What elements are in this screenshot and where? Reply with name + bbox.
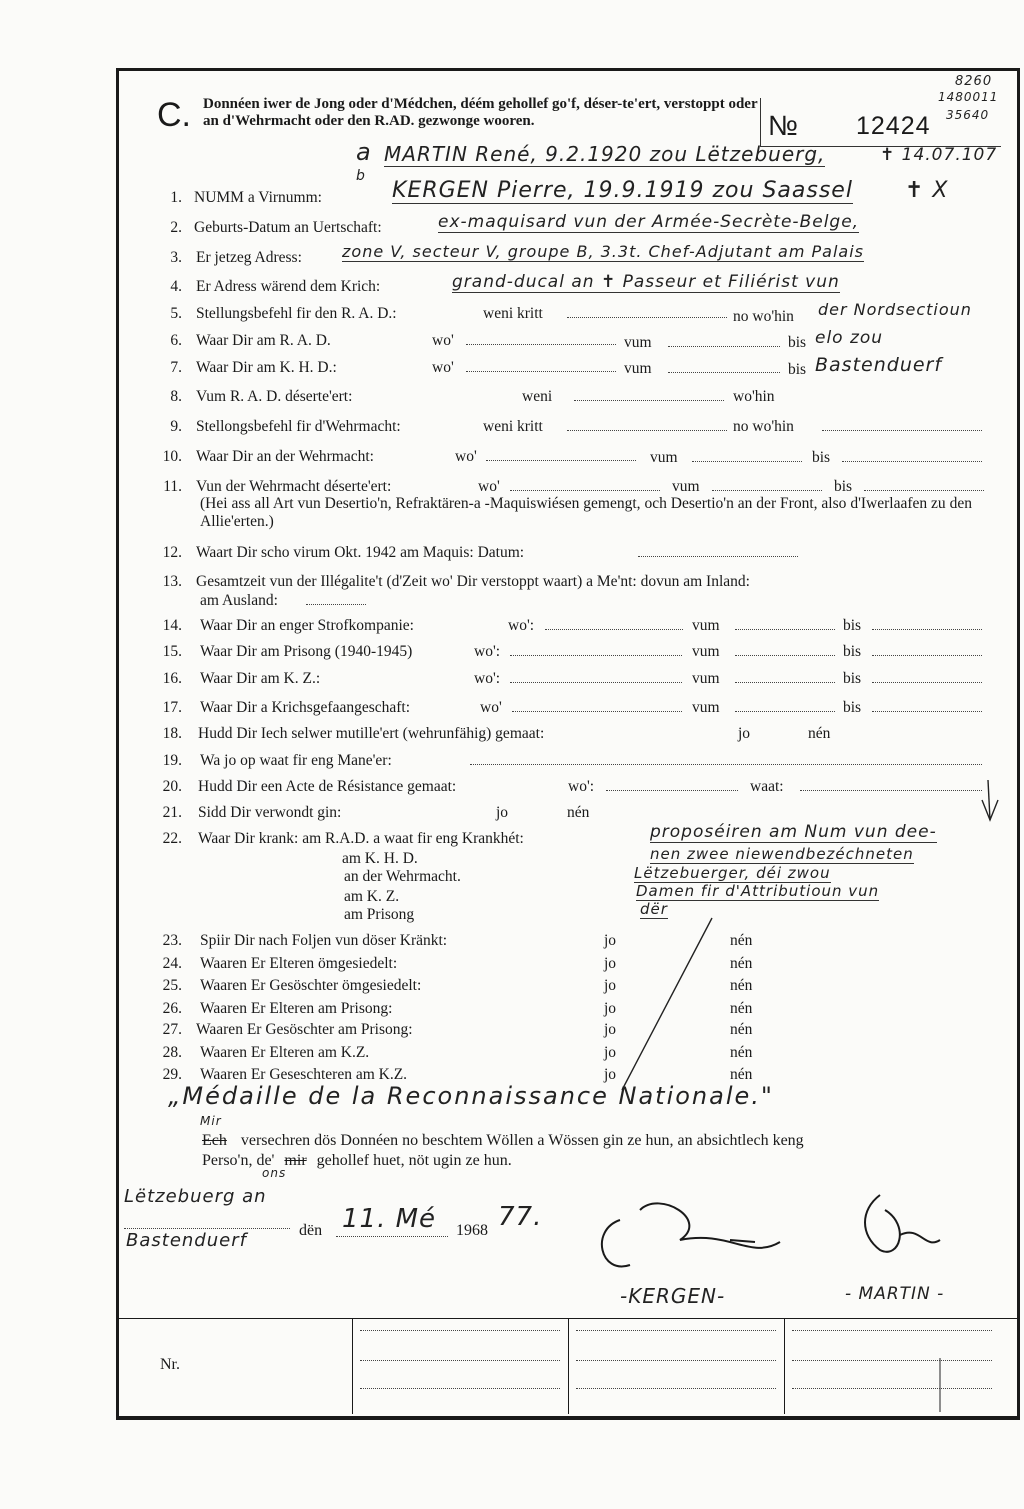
wo-10: wo' (455, 448, 477, 465)
jo-26: jo (604, 1000, 617, 1017)
declaration-line-2 (202, 1152, 512, 1170)
row-number: 29. (162, 1066, 182, 1083)
field-label-23: Spiir Dir nach Foljen vun döser Kränkt: (200, 932, 448, 949)
nen-27: nén (730, 1021, 753, 1038)
row-number: 27. (162, 1021, 182, 1038)
section-letter: C. (157, 96, 191, 134)
vum-11: vum (672, 478, 700, 495)
field-label-11: Vun der Wehrmacht déserte'ert: (196, 478, 392, 495)
field-label-22c: am K. Z. (344, 888, 400, 905)
field-label-13: Gesamtzeit vun der Illégalite't (d'Zeit wo' Dir verstoppt waart) a Me'nt: dovun am Inland: (196, 573, 750, 590)
q22-line-5: dër (640, 900, 668, 918)
row-number: 12. (162, 544, 182, 561)
vum-10: vum (650, 449, 678, 466)
vum-17: vum (692, 699, 720, 716)
field-label-16: Waar Dir am K. Z.: (200, 670, 321, 687)
field-label-22a: am K. H. D. (342, 850, 418, 867)
field-label-5: Stellungsbefehl fir den R. A. D.: (196, 305, 397, 322)
nen-25: nén (730, 977, 753, 994)
signature-marks (580, 1180, 1000, 1300)
medal-text: „Médaille de la Reconnaissance Nationale." (168, 1082, 774, 1110)
mir-struck: mir (284, 1152, 307, 1169)
field-label-24: Waaren Er Elteren ömgesiedelt: (200, 955, 398, 972)
bis-17: bis (843, 699, 862, 716)
date-day: 11. Mé (342, 1204, 437, 1234)
declaration-text-2a: Perso'n, de' (202, 1152, 275, 1169)
line-a-name: MARTIN René, 9.2.1920 zou Lëtzebuerg, (384, 142, 826, 166)
q22-line-3: Lëtzebuerger, déi zwou (634, 864, 831, 882)
jo-27: jo (604, 1021, 617, 1038)
row-number: 2. (170, 219, 182, 236)
row-number: 19. (162, 752, 182, 769)
row-number: 1. (170, 189, 182, 206)
field-label-9: Stellongsbefehl fir d'Wehrmacht: (196, 418, 401, 435)
den-label: dën (299, 1222, 323, 1239)
wo-11: wo' (478, 478, 500, 495)
field-value-2: ex-maquisard vun der Armée-Secrète-Belge, (438, 212, 860, 232)
nr-label: Nr. (160, 1356, 180, 1373)
dotted-line (792, 1360, 992, 1361)
row-number: 21. (162, 804, 182, 821)
field-label-1: NUMM a Virnumm: (194, 189, 322, 206)
wo-14: wo': (508, 617, 535, 634)
jo-24: jo (604, 955, 617, 972)
dotted-line (576, 1360, 776, 1361)
bottom-divider (116, 1318, 1017, 1319)
row-number: 20. (162, 778, 182, 795)
field-value-4: grand-ducal an ✝ Passeur et Filiérist vun (452, 272, 840, 292)
bis-11: bis (834, 478, 853, 495)
signature-name-2: - MARTIN - (845, 1284, 945, 1304)
row-number: 3. (170, 249, 182, 266)
nen-28: nén (730, 1044, 753, 1061)
field-label-22: Waar Dir krank: am R.A.D. a waat fir eng Krankhét: (198, 830, 524, 847)
field-label-6: Waar Dir am R. A. D. (196, 332, 331, 349)
row-number: 22. (162, 830, 182, 847)
field-label-22b: an der Wehrmacht. (344, 868, 461, 885)
field-label-18: Hudd Dir Iech selwer mutille'ert (wehrunfähig) gemaat: (198, 725, 545, 742)
q22-line-2: nen zwee niewendbezéchneten (650, 845, 914, 863)
row-number: 18. (162, 725, 182, 742)
dotted-line (360, 1330, 560, 1331)
field-value-5: der Nordsectioun (818, 300, 972, 319)
q22-line-1: proposéiren am Num vun dee- (650, 822, 937, 842)
row-number: 9. (170, 418, 182, 435)
field-value-7: Bastenduerf (815, 354, 943, 376)
field-label-28: Waaren Er Elteren am K.Z. (200, 1044, 370, 1061)
declaration-text-2b: gehollef huet, nöt ugin ze hun. (316, 1152, 512, 1169)
field-label-14: Waar Dir an enger Strofkompanie: (200, 617, 414, 634)
row-number: 16. (162, 670, 182, 687)
diagonal-strike (622, 918, 712, 1090)
year-suffix: 77. (498, 1202, 543, 1232)
field-note-11: (Hei ass all Art vun Desertio'n, Refraktären-a -Maquiswiésen gemengt, och Desertio'n an der Front, also d'Iwerlaafen zu den Allie'erten.) (200, 495, 972, 530)
wohin-8: wo'hin (733, 388, 775, 405)
field-label-19: Wa jo op waat fir eng Mane'er: (200, 752, 392, 769)
declaration-text-1: versechren dös Donnéen no beschtem Wöllen a Wössen gin ze hun, an absichtlech keng (240, 1132, 804, 1149)
dotted-line (792, 1330, 992, 1331)
dotted-line (360, 1388, 560, 1389)
place-line-2: Bastenduerf (126, 1230, 247, 1251)
bis-6: bis (788, 334, 807, 351)
weni-kritt-9: weni kritt (483, 418, 543, 435)
bis-15: bis (843, 643, 862, 660)
field-label-8: Vum R. A. D. déserte'ert: (196, 388, 353, 405)
wo-17: wo' (480, 699, 502, 716)
row-number: 11. (163, 478, 182, 495)
dotted-line (792, 1388, 992, 1389)
row-number: 24. (162, 955, 182, 972)
year-prefix: 1968 (456, 1222, 488, 1239)
jo-25: jo (604, 977, 617, 994)
line-b-mark: ✝ X (905, 178, 949, 203)
nen-26: nén (730, 1000, 753, 1017)
field-label-22d: am Prisong (344, 906, 415, 923)
nen-29: nén (730, 1066, 753, 1083)
line-b-name: KERGEN Pierre, 19.9.1919 zou Saassel (392, 178, 853, 203)
signature-name-1: -KERGEN- (620, 1284, 726, 1308)
no-wohin-9: no wo'hin (733, 418, 794, 435)
form-intro: Donnéen iwer de Jong oder d'Médchen, déém gehollef go'f, déser-te'ert, verstoppt oder an d'Wehrmacht oder den R.AD. gezwonge wooren. (203, 96, 758, 129)
field-label-4: Er Adress wärend dem Krich: (196, 278, 381, 295)
weni-8: weni (522, 388, 553, 405)
nr-box-divider (784, 1318, 786, 1414)
dotted-line (124, 1218, 290, 1229)
field-label-7: Waar Dir am K. H. D.: (196, 359, 337, 376)
declaration-line-1 (202, 1132, 804, 1150)
field-label-20: Hudd Dir een Acte de Résistance gemaat: (198, 778, 457, 795)
row-number: 25. (162, 977, 182, 994)
bis-14: bis (843, 617, 862, 634)
field-label-12: Waart Dir scho virum Okt. 1942 am Maquis: Datum: (196, 544, 525, 561)
vum-7: vum (624, 360, 652, 377)
annotation-1: 8260 (955, 74, 993, 89)
jo-21: jo (496, 804, 509, 821)
wo-6: wo' (432, 332, 454, 349)
row-number: 14. (162, 617, 182, 634)
vum-6: vum (624, 334, 652, 351)
field-label-29: Waaren Er Geseschteren am K.Z. (200, 1066, 408, 1083)
row-number: 17. (162, 699, 182, 716)
wo-15: wo': (474, 643, 501, 660)
waat-20: waat: (750, 778, 784, 795)
nen-24: nén (730, 955, 753, 972)
signature-martin (865, 1195, 940, 1252)
vum-14: vum (692, 617, 720, 634)
form-number: 12424 (856, 112, 931, 140)
weni-kritt-5: weni kritt (483, 305, 543, 322)
no-wohin-5: no wo'hin (733, 308, 794, 325)
wo-16: wo': (474, 670, 501, 687)
dotted-line (576, 1330, 776, 1331)
row-number: 10. (162, 448, 182, 465)
field-label-15: Waar Dir am Prisong (1940-1945) (200, 643, 413, 660)
jo-18: jo (738, 725, 751, 742)
field-label-21: Sidd Dir verwondt gin: (198, 804, 342, 821)
field-label-3: Er jetzeg Adress: (196, 249, 302, 266)
dotted-line (576, 1388, 776, 1389)
bis-10: bis (812, 449, 831, 466)
bis-16: bis (843, 670, 862, 687)
vum-15: vum (692, 643, 720, 660)
field-value-3: zone V, secteur V, groupe B, 3.3t. Chef-Adjutant am Palais (342, 242, 865, 261)
nen-18: nén (808, 725, 831, 742)
field-label-26: Waaren Er Elteren am Prisong: (200, 1000, 393, 1017)
vum-16: vum (692, 670, 720, 687)
row-number: 28. (162, 1044, 182, 1061)
dotted-line (360, 1360, 560, 1361)
jo-29: jo (604, 1066, 617, 1083)
field-label-17: Waar Dir a Krichsgefaangeschaft: (200, 699, 411, 716)
annotation-2: 1480011 (938, 90, 999, 104)
jo-23: jo (604, 932, 617, 949)
row-number: 6. (170, 332, 182, 349)
row-number: 8. (170, 388, 182, 405)
row-number: 4. (170, 278, 182, 295)
nen-21: nén (567, 804, 590, 821)
mir-correction: Mir (200, 1114, 222, 1128)
field-label-2: Geburts-Datum an Uertschaft: (194, 219, 382, 236)
nr-box-divider (352, 1318, 354, 1414)
field-label-10: Waar Dir an der Wehrmacht: (196, 448, 374, 465)
line-b-prefix: b (356, 168, 366, 184)
field-label-27: Waaren Er Gesöschter am Prisong: (196, 1021, 413, 1038)
row-number: 26. (162, 1000, 182, 1017)
q22-line-4: Damen fir d'Attributioun vun (636, 882, 880, 900)
jo-28: jo (604, 1044, 617, 1061)
bis-7: bis (788, 361, 807, 378)
field-label-25: Waaren Er Gesöschter ömgesiedelt: (200, 977, 422, 994)
row-number: 7. (170, 359, 182, 376)
line-a-death: ✝ 14.07.107 (880, 145, 998, 165)
row-number: 23. (162, 932, 182, 949)
nen-23: nén (730, 932, 753, 949)
wo-20: wo': (568, 778, 595, 795)
row-number: 13. (162, 573, 182, 590)
ech-struck: Ech (202, 1132, 227, 1149)
number-label: № (768, 110, 799, 141)
ons-correction: ons (262, 1166, 287, 1180)
row-number: 15. (162, 643, 182, 660)
field-value-6: elo zou (815, 328, 884, 348)
row-number: 5. (170, 305, 182, 322)
annotation-3: 35640 (946, 108, 990, 122)
signature-kergen (602, 1203, 780, 1266)
nr-box-divider (568, 1318, 570, 1414)
wo-7: wo' (432, 359, 454, 376)
field-label-13b: am Ausland: (200, 592, 278, 609)
line-a-prefix: a (356, 138, 372, 166)
place-line-1: Lëtzebuerg an (124, 1186, 267, 1207)
